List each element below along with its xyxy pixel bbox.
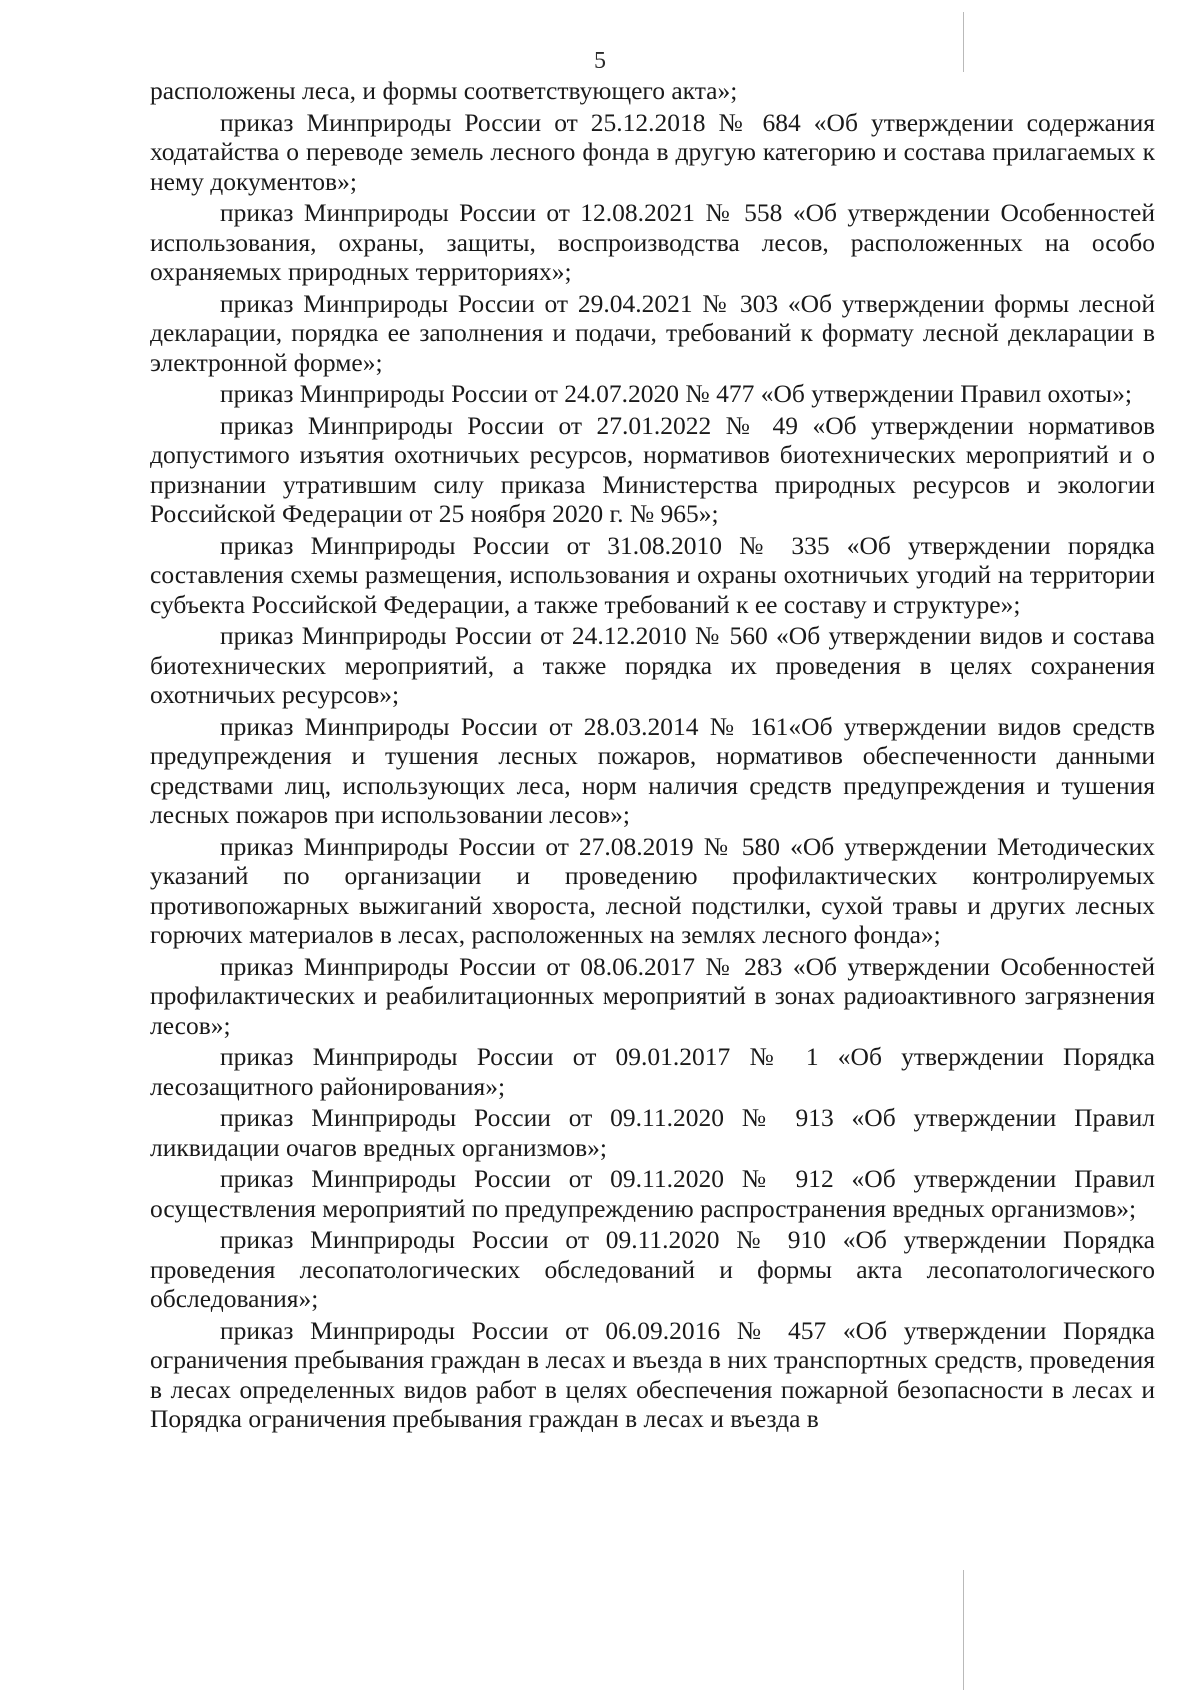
paragraph-order-303: приказ Минприроды России от 29.04.2021 № 303 «Об утверждении формы лесной декларации, порядка ее заполнения и подачи, требований к формату лесной декларации в электронной форме»; bbox=[150, 288, 1155, 377]
paragraph-order-49: приказ Минприроды России от 27.01.2022 № 49 «Об утверждении нормативов допустимого изъятия охотничьих ресурсов, нормативов биотехнических мероприятий и о признании утратившим силу приказа Министерства природных ресурсов и экологии Российской Федерации от 25 ноября 2020 г. № 965»; bbox=[150, 410, 1155, 528]
paragraph-order-912: приказ Минприроды России от 09.11.2020 № 912 «Об утверждении Правил осуществления мероприятий по предупреждению распространения вредных организмов»; bbox=[150, 1164, 1155, 1223]
paragraph-order-161: приказ Минприроды России от 28.03.2014 № 161«Об утверждении видов средств предупреждения и тушения лесных пожаров, нормативов обеспеченности данными средствами лиц, использующих леса, норм наличия средств предупреждения и тушения лесных пожаров при использовании лесов»; bbox=[150, 711, 1155, 829]
scan-fold-line-bottom bbox=[963, 1570, 964, 1690]
paragraph-order-913: приказ Минприроды России от 09.11.2020 № 913 «Об утверждении Правил ликвидации очагов вредных организмов»; bbox=[150, 1103, 1155, 1162]
paragraph-continuation: расположены леса, и формы соответствующего акта»; bbox=[150, 76, 738, 105]
paragraph-order-457: приказ Минприроды России от 06.09.2016 № 457 «Об утверждении Порядка ограничения пребывания граждан в лесах и въезда в них транспортных средств, проведения в лесах определенных видов работ в целях обеспечения пожарной безопасности в лесах и Порядка ограничения пребывания граждан в лесах и въезда в bbox=[150, 1315, 1155, 1433]
paragraph-order-335: приказ Минприроды России от 31.08.2010 № 335 «Об утверждении порядка составления схемы размещения, использования и охраны охотничьих угодий на территории субъекта Российской Федерации, а также требований к ее составу и структуре»; bbox=[150, 530, 1155, 619]
paragraph-order-1: приказ Минприроды России от 09.01.2017 № 1 «Об утверждении Порядка лесозащитного районирования»; bbox=[150, 1042, 1155, 1101]
paragraph-order-560: приказ Минприроды России от 24.12.2010 № 560 «Об утверждении видов и состава биотехнических мероприятий, а также порядка их проведения в целях сохранения охотничьих ресурсов»; bbox=[150, 621, 1155, 709]
paragraph-order-558: приказ Минприроды России от 12.08.2021 № 558 «Об утверждении Особенностей использования, охраны, защиты, воспроизводства лесов, расположенных на особо охраняемых природных территориях»; bbox=[150, 198, 1155, 286]
paragraph-order-684: приказ Минприроды России от 25.12.2018 № 684 «Об утверждении содержания ходатайства о переводе земель лесного фонда в другую категорию и состава прилагаемых к нему документов»; bbox=[150, 107, 1155, 196]
paragraph-order-283: приказ Минприроды России от 08.06.2017 № 283 «Об утверждении Особенностей профилактических и реабилитационных мероприятий в зонах радиоактивного загрязнения лесов»; bbox=[150, 951, 1155, 1040]
paragraph-order-580: приказ Минприроды России от 27.08.2019 № 580 «Об утверждении Методических указаний по организации и проведению профилактических контролируемых противопожарных выжиганий хвороста, лесной подстилки, сухой травы и других лесных горючих материалов в лесах, расположенных на землях лесного фонда»; bbox=[150, 831, 1155, 949]
document-body bbox=[150, 76, 1155, 1436]
page-number: 5 bbox=[594, 48, 606, 74]
paragraph-order-477: приказ Минприроды России от 24.07.2020 № 477 «Об утверждении Правил охоты»; bbox=[220, 379, 1132, 408]
paragraph-order-910: приказ Минприроды России от 09.11.2020 № 910 «Об утверждении Порядка проведения лесопатологических обследований и формы акта лесопатологического обследования»; bbox=[150, 1225, 1155, 1313]
